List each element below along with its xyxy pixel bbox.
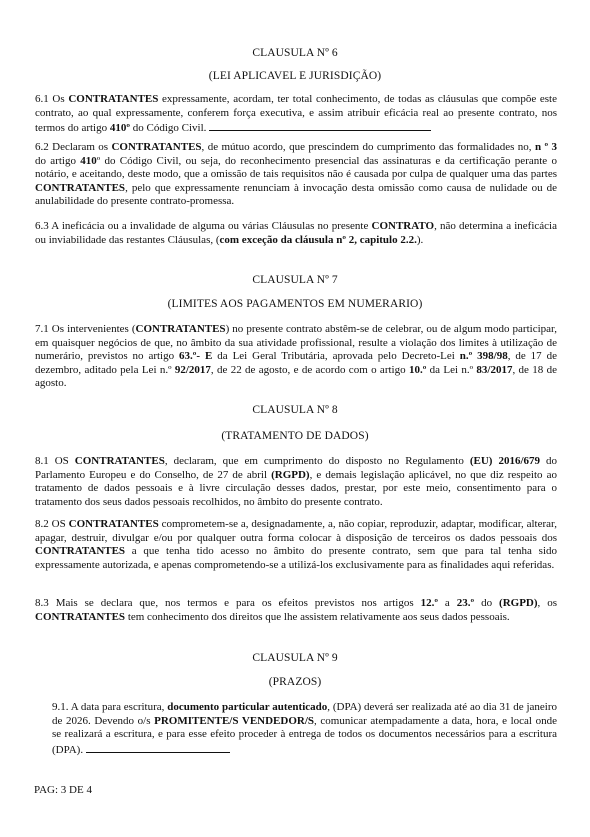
clause-8-title: CLAUSULA Nº 8 <box>252 404 338 416</box>
text-run: 6.1 Os <box>35 93 69 105</box>
bold-text: CONTRATO <box>371 220 435 232</box>
text-run: ) no presente contrato abstêm-se de celebrar, ou de algum modo participar, em quaisquer negócios de que, no âmbito da sua atividade profissional, resulte a violação dos limites à utilização de numerário, previstos no artigo <box>35 323 557 362</box>
bold-text: (EU) 2016/679 <box>469 455 541 467</box>
paragraph-8-3 <box>35 597 557 624</box>
text-run: , pelo que expressamente renunciam à invocação desta omissão como causa de nulidade ou de anulabilidade do presente contrato-promessa. <box>35 181 557 207</box>
bold-text: 12.º <box>420 597 438 609</box>
text-run: comprometem-se a, designadamente, a, não copiar, reproduzir, adaptar, modificar, alterar, apagar, destruir, divulgar e/ou por qualquer outra forma colocar à disposição de terceiros os dados pessoais dos <box>35 518 558 544</box>
text-run: expressamente, acordam, ter total conhecimento, de todas as cláusulas que compõe este contrato, ao qual expressamente, conferem força executiva, e assim atribuir eficácia real ao presente contrato, nos termos do artigo <box>35 93 557 134</box>
bold-text: (RGPD) <box>271 468 310 481</box>
text-run: a <box>437 597 457 609</box>
bold-text: n.º 398/98 <box>459 350 508 362</box>
text-run: , não determina a ineficácia ou inviabilidade das restantes Cláusulas, ( <box>35 220 557 246</box>
paragraph-6-2 <box>35 141 557 209</box>
clause-9-title: CLAUSULA Nº 9 <box>252 652 338 664</box>
paragraph-7-1 <box>35 323 557 391</box>
text-run: º do Código Civil, ou seja, do reconhecimento presencial das assinaturas e da certificação perante o notário, e aceitando, deste modo, que a omissão de tais requisitos não é causada por culpa de qualquer uma das partes <box>35 154 557 180</box>
text-run: , comunicar atempadamente a data, hora, e local onde se realizará a escritura, e para esse efeito proceder à entrega de todos os documentos necessários para a escritura (DPA). <box>52 714 557 756</box>
bold-text: CONTRATANTES <box>35 610 126 623</box>
text-run: 7.1 Os intervenientes ( <box>35 323 136 335</box>
text-run: , e demais legislação aplicável, no que diz respeito ao tratamento de dados pessoais e à livre circulação desses dados, prestar, por este meio, consentimento para o tratamento dos seus dados pessoais recolhidos, no âmbito do presente contrato. <box>35 468 557 508</box>
text-run: da Lei n.º <box>426 363 477 376</box>
text-run: a que tenha tido acesso no âmbito do presente contrato, sem que para tal tenha sido expressamente autorizada, e apenas comprometendo-se a utilizá-los exclusivamente para as finalidades aqui referidas. <box>35 545 557 571</box>
bold-text: 92/2017 <box>174 363 211 376</box>
text-run: tem conhecimento dos direitos que lhe assistem relativamente aos seus dados pessoais. <box>125 610 510 623</box>
bold-text: CONTRATANTES <box>68 93 159 105</box>
bold-text: CONTRATANTES <box>35 181 126 194</box>
bold-text: 10.º <box>408 363 427 376</box>
paragraph-8-1 <box>35 455 557 509</box>
text-run: , declaram, que em cumprimento do disposto no Regulamento <box>164 455 470 467</box>
text-run: 8.1 OS <box>35 455 75 467</box>
bold-text: n º 3 <box>534 141 558 153</box>
bold-text: (RGPD) <box>499 597 538 609</box>
bold-text: CONTRATANTES <box>135 323 226 335</box>
bold-text: CONTRATANTES <box>74 455 165 467</box>
clause-7-subtitle: (LIMITES AOS PAGAMENTOS EM NUMERARIO) <box>167 298 423 310</box>
bold-text: 83/2017 <box>476 363 513 376</box>
text-run: do artigo <box>35 154 81 167</box>
bold-text: CONTRATANTES <box>68 518 159 530</box>
paragraph-6-3 <box>35 220 557 247</box>
clause-6-title: CLAUSULA Nº 6 <box>252 47 338 59</box>
bold-text: PROMITENTE/S VENDEDOR/S <box>154 714 315 727</box>
text-run: , de 22 de agosto, e de acordo com o artigo <box>210 363 409 376</box>
clause-7-title: CLAUSULA Nº 7 <box>252 274 338 286</box>
paragraph-6-1 <box>35 93 557 136</box>
text-run: da Lei Geral Tributária, aprovada pelo Decreto-Lei <box>212 350 460 362</box>
bold-text: com exceção da cláusula nº 2, capitulo 2.2. <box>219 233 417 246</box>
text-run: , de 17 de dezembro, aditado pela Lei n.º <box>35 350 557 376</box>
text-run: do Código Civil. <box>130 122 210 134</box>
paragraph-8-2 <box>35 518 557 572</box>
text-run: , (DPA) deverá ser realizada até ao dia 31 de janeiro de 2026. Devendo o/s <box>52 701 557 727</box>
text-run: , os <box>537 597 558 609</box>
text-run: 8.3 Mais se declara que, nos termos e para os efeitos previstos nos artigos <box>35 597 421 609</box>
page-number: PAG: 3 DE 4 <box>34 784 92 796</box>
signature-blank-line <box>86 742 230 753</box>
bold-text: 23.º <box>456 597 475 609</box>
bold-text: 410º <box>109 122 130 134</box>
text-run: , de 18 de agosto. <box>35 363 558 389</box>
text-run: do <box>474 597 500 609</box>
bold-text: documento particular autenticado <box>167 701 328 713</box>
text-run: ). <box>416 233 424 246</box>
clause-6-subtitle: (LEI APLICAVEL E JURISDIÇÃO) <box>208 70 382 82</box>
text-run: 6.3 A ineficácia ou a invalidade de alguma ou várias Cláusulas no presente <box>35 220 372 232</box>
text-run: , de mútuo acordo, que prescindem do cumprimento das formalidades no, <box>201 141 535 153</box>
text-run: do Parlamento Europeu e do Conselho, de 27 de abril <box>35 455 558 481</box>
bold-text: CONTRATANTES <box>111 141 202 153</box>
clause-9-subtitle: (PRAZOS) <box>268 676 322 688</box>
clause-8-subtitle: (TRATAMENTO DE DADOS) <box>221 430 369 442</box>
bold-text: 63.º- E <box>179 350 213 362</box>
text-run: 9.1. A data para escritura, <box>52 701 168 713</box>
signature-blank-line <box>209 120 431 131</box>
text-run: 8.2 OS <box>35 518 69 530</box>
text-run: 6.2 Declaram os <box>35 141 112 153</box>
bold-text: 410 <box>80 154 97 167</box>
paragraph-9-1 <box>52 701 557 757</box>
bold-text: CONTRATANTES <box>35 545 126 557</box>
